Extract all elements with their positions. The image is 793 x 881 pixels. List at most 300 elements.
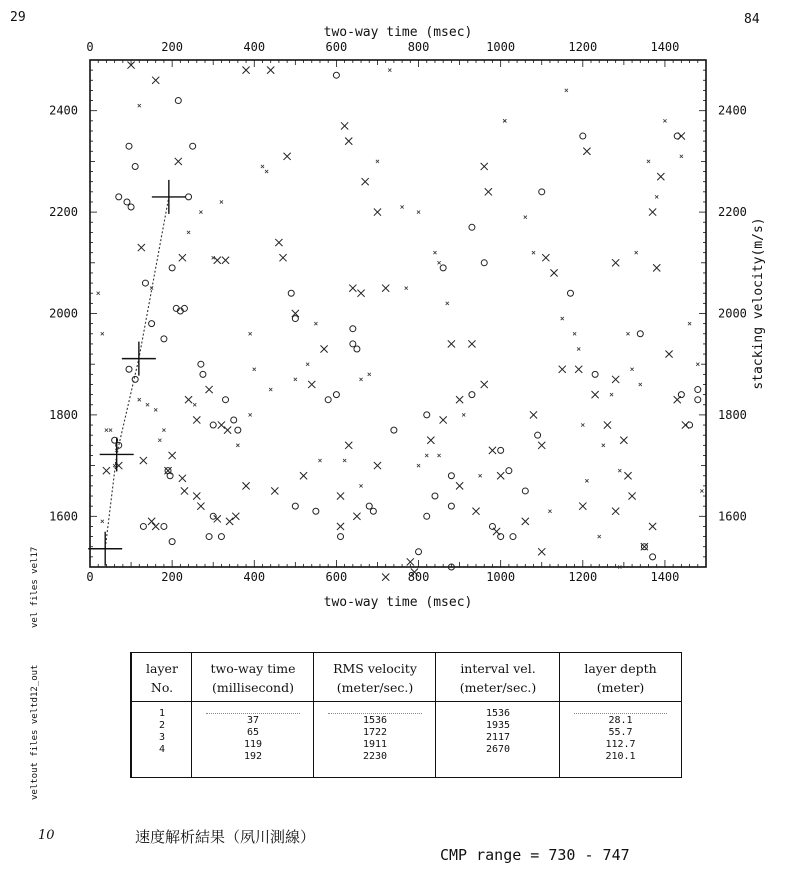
x-marker	[185, 396, 192, 403]
o-marker	[695, 397, 701, 403]
x-marker	[592, 391, 599, 398]
small-x-marker	[598, 535, 601, 538]
o-marker	[126, 366, 132, 372]
small-x-marker	[388, 69, 391, 72]
x-marker	[583, 148, 590, 155]
vel-file-label: vel files vel17	[30, 546, 40, 628]
table-cell: 119	[243, 739, 263, 750]
table-cell: 1	[158, 708, 166, 719]
x-marker	[218, 421, 225, 428]
x-marker	[649, 209, 656, 216]
table-cell: 1722	[362, 727, 388, 738]
o-marker	[424, 412, 430, 418]
table-cell: 2117	[485, 732, 511, 743]
o-marker	[140, 523, 146, 529]
y-tick-label-left: 1800	[49, 407, 78, 422]
y-tick-label-left: 2200	[49, 205, 78, 220]
small-x-marker	[105, 429, 108, 432]
x-marker	[374, 462, 381, 469]
small-x-marker	[97, 292, 100, 295]
header-line: interval vel.	[460, 661, 536, 676]
small-x-marker	[663, 119, 666, 122]
x-marker	[612, 259, 619, 266]
table-cell: 28.1	[608, 715, 633, 726]
velocity-pick-crosshair	[88, 532, 122, 566]
y-tick-label-left: 2000	[49, 306, 78, 321]
o-marker	[223, 397, 229, 403]
dotted-leader	[206, 713, 300, 714]
small-x-marker	[446, 302, 449, 305]
x-marker	[542, 254, 549, 261]
x-marker	[205, 386, 212, 393]
o-marker	[288, 290, 294, 296]
small-x-marker	[154, 408, 157, 411]
small-x-marker	[479, 474, 482, 477]
o-marker	[313, 508, 319, 514]
table-cell: 2230	[362, 751, 388, 762]
x-marker	[275, 239, 282, 246]
small-x-marker	[193, 403, 196, 406]
small-x-marker	[401, 205, 404, 208]
y-axis-title: stacking velocity(m/s)	[751, 217, 766, 390]
x-tick-label-top: 1200	[568, 40, 598, 54]
x-marker	[357, 290, 364, 297]
x-marker	[181, 487, 188, 494]
x-marker	[242, 482, 249, 489]
small-x-marker	[368, 373, 371, 376]
o-marker	[333, 392, 339, 398]
x-tick-label-top: 200	[161, 40, 183, 54]
small-x-marker	[359, 378, 362, 381]
x-marker	[612, 376, 619, 383]
x-marker	[193, 416, 200, 423]
x-marker	[440, 416, 447, 423]
small-x-marker	[199, 211, 202, 214]
small-x-marker	[433, 251, 436, 254]
small-x-marker	[417, 464, 420, 467]
x-marker	[140, 457, 147, 464]
o-marker	[687, 422, 693, 428]
small-x-marker	[265, 170, 268, 173]
x-marker	[575, 366, 582, 373]
o-marker	[218, 534, 224, 540]
x-marker	[152, 77, 159, 84]
o-marker	[325, 397, 331, 403]
velocity-results-table	[130, 652, 682, 778]
table-cell: 4	[158, 744, 166, 755]
table-cell: 1536	[485, 708, 511, 719]
small-x-marker	[437, 454, 440, 457]
x-marker	[612, 508, 619, 515]
x-tick-label-bottom: 600	[325, 570, 348, 584]
x-tick-label-bottom: 200	[161, 570, 183, 584]
x-tick-label-bottom: 1000	[486, 570, 516, 584]
x-marker	[665, 350, 672, 357]
o-marker	[132, 163, 138, 169]
table-cell: 112.7	[605, 739, 636, 750]
small-x-marker	[187, 231, 190, 234]
x-tick-label-top: 400	[243, 40, 266, 54]
small-x-marker	[343, 459, 346, 462]
x-marker	[279, 254, 286, 261]
o-marker	[498, 534, 504, 540]
small-x-marker	[450, 342, 453, 345]
x-tick-label-top: 1400	[650, 40, 680, 54]
o-marker	[510, 534, 516, 540]
o-marker	[190, 143, 196, 149]
o-marker	[292, 316, 298, 322]
o-marker	[169, 539, 175, 545]
o-marker	[167, 473, 173, 479]
column-rms-velocity	[313, 653, 436, 777]
x-marker	[604, 421, 611, 428]
small-x-marker	[626, 332, 629, 335]
small-x-marker	[101, 332, 104, 335]
x-marker	[362, 178, 369, 185]
small-x-marker	[236, 444, 239, 447]
o-marker	[198, 361, 204, 367]
x-marker	[345, 442, 352, 449]
o-marker	[469, 392, 475, 398]
small-x-marker	[548, 510, 551, 513]
o-marker	[592, 371, 598, 377]
x-marker	[550, 269, 557, 276]
o-marker	[637, 331, 643, 337]
y-tick-label-right: 2200	[718, 205, 747, 220]
o-marker	[674, 133, 680, 139]
o-marker	[580, 133, 586, 139]
table-cell: 55.7	[608, 727, 633, 738]
small-x-marker	[696, 363, 699, 366]
small-x-marker	[462, 413, 465, 416]
o-marker	[498, 447, 504, 453]
small-x-marker	[146, 403, 149, 406]
table-cell: 2	[158, 720, 166, 731]
o-marker	[350, 326, 356, 332]
x-marker	[649, 523, 656, 530]
x-marker	[345, 138, 352, 145]
small-x-marker	[253, 368, 256, 371]
small-x-marker	[688, 322, 691, 325]
o-marker	[210, 422, 216, 428]
o-marker	[440, 265, 446, 271]
x-marker	[284, 153, 291, 160]
x-marker	[472, 508, 479, 515]
x-marker	[103, 467, 110, 474]
x-marker	[148, 518, 155, 525]
x-marker	[300, 472, 307, 479]
small-x-marker	[138, 104, 141, 107]
x-marker	[179, 475, 186, 482]
o-marker	[469, 224, 475, 230]
header-line: two-way time	[210, 661, 296, 676]
x-marker	[620, 437, 627, 444]
o-marker	[489, 523, 495, 529]
header-line: No.	[150, 680, 174, 695]
x-marker	[497, 472, 504, 479]
x-axis-title-top: two-way time (msec)	[323, 25, 473, 40]
column-header	[436, 659, 560, 697]
small-x-marker	[573, 332, 576, 335]
velocity-pick-crosshair	[152, 180, 186, 214]
small-x-marker	[680, 155, 683, 158]
small-x-marker	[359, 484, 362, 487]
x-marker	[538, 442, 545, 449]
table-cell: 1536	[362, 715, 388, 726]
o-marker	[448, 503, 454, 509]
o-marker	[539, 189, 545, 195]
table-cell: 210.1	[605, 751, 636, 762]
small-x-marker	[249, 413, 252, 416]
page-number-bottom: 10	[38, 828, 55, 843]
x-tick-label-bottom: 0	[86, 570, 94, 584]
header-line: layer depth	[584, 661, 657, 676]
small-x-marker	[294, 378, 297, 381]
o-marker	[567, 290, 573, 296]
y-tick-label-right: 1800	[718, 407, 747, 422]
x-tick-label-top: 1000	[486, 40, 516, 54]
small-x-marker	[101, 520, 104, 523]
x-marker	[468, 340, 475, 347]
column-interval-velocity	[435, 653, 560, 777]
x-tick-label-top: 800	[407, 40, 430, 54]
o-marker	[366, 503, 372, 509]
o-marker	[481, 260, 487, 266]
small-x-marker	[561, 317, 564, 320]
o-marker	[354, 346, 360, 352]
small-x-marker	[138, 398, 141, 401]
x-marker	[267, 67, 274, 74]
x-marker	[197, 503, 204, 510]
small-x-marker	[532, 251, 535, 254]
x-marker	[341, 122, 348, 129]
x-marker	[271, 487, 278, 494]
o-marker	[149, 321, 155, 327]
o-marker	[142, 280, 148, 286]
o-marker	[231, 417, 237, 423]
o-marker	[126, 143, 132, 149]
figure-caption: 速度解析結果（夙川測線）	[135, 828, 316, 846]
table-cell: 1935	[485, 720, 511, 731]
y-tick-label-left: 2400	[49, 103, 78, 118]
small-x-marker	[602, 444, 605, 447]
cmp-range: CMP range = 730 - 747	[440, 846, 630, 864]
o-marker	[695, 387, 701, 393]
column-layer-no	[131, 653, 192, 777]
x-tick-label-top: 0	[86, 40, 94, 54]
x-marker	[138, 244, 145, 251]
x-tick-label-bottom: 800	[407, 570, 430, 584]
x-marker	[657, 173, 664, 180]
dotted-leader	[328, 713, 422, 714]
x-marker	[530, 411, 537, 418]
small-x-marker	[220, 200, 223, 203]
x-marker	[179, 254, 186, 261]
header-line: (millisecond)	[212, 680, 294, 695]
velocity-function-line	[90, 197, 169, 549]
o-marker	[391, 427, 397, 433]
x-tick-label-bottom: 400	[243, 570, 266, 584]
small-x-marker	[261, 165, 264, 168]
small-x-marker	[318, 459, 321, 462]
table-cell: 1911	[362, 739, 388, 750]
column-header	[192, 659, 314, 697]
small-x-marker	[647, 160, 650, 163]
small-x-marker	[376, 160, 379, 163]
small-x-marker	[565, 89, 568, 92]
o-marker	[333, 72, 339, 78]
o-marker	[448, 473, 454, 479]
small-x-marker	[425, 454, 428, 457]
small-x-marker	[577, 347, 580, 350]
x-tick-label-bottom: 1400	[650, 570, 680, 584]
small-x-marker	[655, 195, 658, 198]
table-cell: 37	[246, 715, 260, 726]
o-marker	[186, 194, 192, 200]
o-marker	[350, 341, 356, 347]
o-marker	[235, 427, 241, 433]
o-marker	[370, 508, 376, 514]
veltout-file-label: veltout files veltd12_out	[30, 664, 40, 800]
x-marker	[382, 574, 389, 581]
x-marker	[653, 264, 660, 271]
velocity-pick-crosshair	[100, 437, 134, 471]
o-marker	[175, 98, 181, 104]
o-marker	[200, 371, 206, 377]
o-marker	[416, 549, 422, 555]
header-line: RMS velocity	[333, 661, 417, 676]
header-line: layer	[146, 661, 178, 676]
o-marker	[506, 468, 512, 474]
y-tick-label-right: 1600	[718, 509, 747, 524]
o-marker	[161, 523, 167, 529]
x-tick-label-bottom: 1200	[568, 570, 598, 584]
x-axis-title-bottom: two-way time (msec)	[323, 595, 473, 610]
o-marker	[432, 493, 438, 499]
small-x-marker	[437, 261, 440, 264]
o-marker	[128, 204, 134, 210]
x-marker	[152, 523, 159, 530]
x-marker	[353, 513, 360, 520]
x-marker	[624, 472, 631, 479]
x-tick-label-top: 600	[325, 40, 348, 54]
o-marker	[169, 265, 175, 271]
o-marker	[678, 392, 684, 398]
column-header	[132, 659, 192, 697]
o-marker	[124, 199, 130, 205]
o-marker	[650, 554, 656, 560]
small-x-marker	[610, 393, 613, 396]
small-x-marker	[503, 119, 506, 122]
x-marker	[169, 452, 176, 459]
small-x-marker	[618, 469, 621, 472]
y-tick-label-right: 2000	[718, 306, 747, 321]
x-marker	[337, 492, 344, 499]
small-x-marker	[635, 251, 638, 254]
x-marker	[175, 158, 182, 165]
x-marker	[226, 518, 233, 525]
small-x-marker	[269, 388, 272, 391]
o-marker	[206, 534, 212, 540]
o-marker	[116, 194, 122, 200]
table-cell: 3	[158, 732, 166, 743]
x-marker	[349, 285, 356, 292]
x-marker	[481, 381, 488, 388]
x-marker	[320, 345, 327, 352]
x-marker	[579, 503, 586, 510]
small-x-marker	[639, 383, 642, 386]
small-x-marker	[417, 211, 420, 214]
table-cell: 2670	[485, 744, 511, 755]
x-marker	[628, 492, 635, 499]
small-x-marker	[405, 287, 408, 290]
o-marker	[522, 488, 528, 494]
x-marker	[382, 285, 389, 292]
x-marker	[481, 163, 488, 170]
o-marker	[292, 503, 298, 509]
x-marker	[193, 492, 200, 499]
dotted-leader	[574, 713, 667, 714]
column-header	[560, 659, 681, 697]
y-tick-label-right: 2400	[718, 103, 747, 118]
x-marker	[214, 257, 221, 264]
x-marker	[538, 548, 545, 555]
small-x-marker	[314, 322, 317, 325]
x-marker	[224, 427, 231, 434]
small-x-marker	[630, 368, 633, 371]
header-line: (meter)	[596, 680, 645, 695]
small-x-marker	[109, 429, 112, 432]
page-number-left: 29	[10, 10, 26, 25]
x-marker	[242, 67, 249, 74]
x-marker	[308, 381, 315, 388]
x-marker	[222, 257, 229, 264]
x-marker	[559, 366, 566, 373]
small-x-marker	[700, 489, 703, 492]
x-marker	[337, 523, 344, 530]
header-line: (meter/sec.)	[336, 680, 414, 695]
small-x-marker	[524, 216, 527, 219]
small-x-marker	[162, 429, 165, 432]
small-x-marker	[581, 423, 584, 426]
o-marker	[161, 336, 167, 342]
o-marker	[338, 534, 344, 540]
o-marker	[424, 513, 430, 519]
x-marker	[456, 482, 463, 489]
small-x-marker	[249, 332, 252, 335]
small-x-marker	[158, 439, 161, 442]
small-x-marker	[306, 363, 309, 366]
velocity-pick-crosshair	[122, 342, 156, 376]
table-cell: 192	[243, 751, 263, 762]
page-number-right: 84	[744, 12, 760, 27]
column-header	[314, 659, 436, 697]
table-cell: 65	[246, 727, 260, 738]
x-marker	[232, 513, 239, 520]
small-x-marker	[458, 398, 461, 401]
column-layer-depth	[559, 653, 681, 777]
o-marker	[535, 432, 541, 438]
y-tick-label-left: 1600	[49, 509, 78, 524]
x-marker	[485, 188, 492, 195]
x-marker	[489, 447, 496, 454]
x-marker	[427, 437, 434, 444]
x-marker	[374, 209, 381, 216]
x-marker	[522, 518, 529, 525]
column-two-way-time	[191, 653, 314, 777]
header-line: (meter/sec.)	[459, 680, 537, 695]
small-x-marker	[585, 479, 588, 482]
